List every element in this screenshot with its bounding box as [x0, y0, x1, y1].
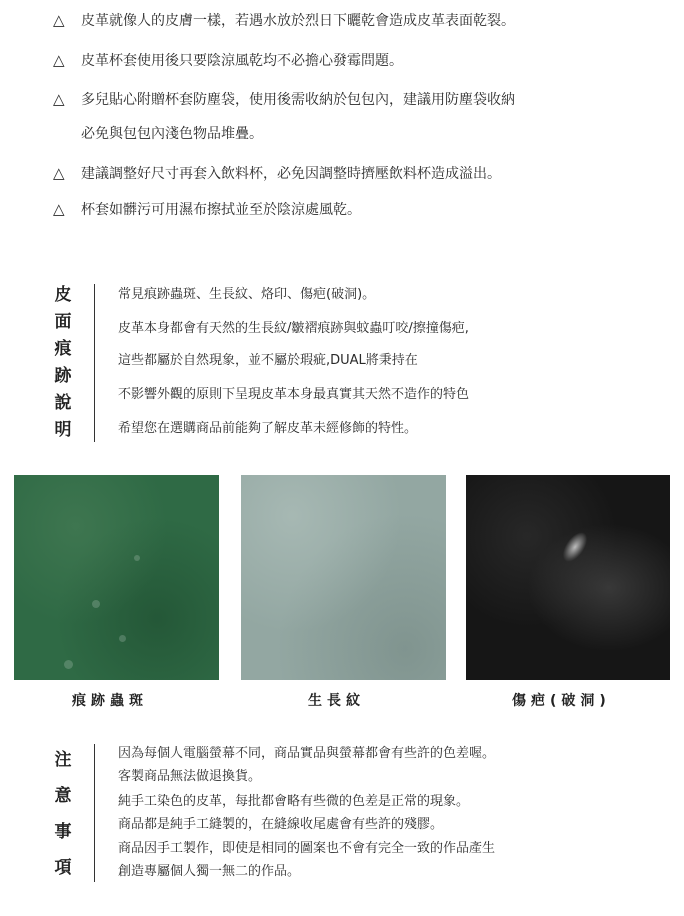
- care-note: △ 建議調整好尺寸再套入飲料杯，必免因調整時擠壓飲料杯造成溢出。: [53, 164, 501, 182]
- scar-mark: [558, 528, 592, 566]
- triangle-icon: △: [53, 51, 65, 69]
- care-note-continuation: 必免與包包內淺色物品堆疊。: [81, 126, 263, 142]
- triangle-icon: △: [53, 90, 65, 108]
- marks-section-title: 皮 面 痕 跡 說 明: [54, 285, 72, 440]
- care-note: △ 多兒貼心附贈杯套防塵袋，使用後需收納於包包內，建議用防塵袋收納: [53, 90, 515, 108]
- sample-image-insect-marks: [14, 475, 219, 680]
- notice-line: 商品都是純手工縫製的，在縫線收尾處會有些許的殘膠。: [118, 817, 444, 832]
- notice-divider: [94, 744, 95, 882]
- sample-caption: 傷疤(破洞): [512, 693, 611, 709]
- notice-line: 純手工染色的皮革，每批都會略有些微的色差是正常的現象。: [118, 794, 470, 809]
- triangle-icon: △: [53, 200, 65, 218]
- marks-line: 常見痕跡蟲斑、生長紋、烙印、傷疤(破洞)。: [118, 287, 376, 302]
- care-note: △ 皮革杯套使用後只要陰涼風乾均不必擔心發霉問題。: [53, 51, 403, 69]
- notice-line: 客製商品無法做退換貨。: [118, 769, 262, 784]
- triangle-icon: △: [53, 11, 65, 29]
- care-note: △ 杯套如髒污可用濕布擦拭並至於陰涼處風乾。: [53, 200, 361, 218]
- notice-line: 因為每個人電腦螢幕不同，商品實品與螢幕都會有些許的色差喔。: [118, 746, 496, 761]
- triangle-icon: △: [53, 164, 65, 182]
- sample-image-scar: [466, 475, 670, 680]
- care-note: △ 皮革就像人的皮膚一樣，若遇水放於烈日下曬乾會造成皮革表面乾裂。: [53, 11, 515, 29]
- marks-line: 皮革本身都會有天然的生長紋/皺褶痕跡與蚊蟲叮咬/擦撞傷疤,: [118, 321, 469, 336]
- marks-line: 這些都屬於自然現象，並不屬於瑕疵,DUAL將秉持在: [118, 353, 418, 368]
- marks-divider: [94, 284, 95, 442]
- marks-line: 不影響外觀的原則下呈現皮革本身最真實其天然不造作的特色: [118, 387, 470, 402]
- notice-line: 商品因手工製作，即使是相同的圖案也不會有完全一致的作品產生: [118, 841, 496, 856]
- sample-caption: 生長紋: [308, 693, 365, 709]
- marks-line: 希望您在選購商品前能夠了解皮革未經修飾的特性。: [118, 421, 418, 436]
- sample-image-growth-lines: [241, 475, 446, 680]
- sample-caption: 痕跡蟲斑: [72, 693, 148, 709]
- notice-line: 創造專屬個人獨一無二的作品。: [118, 864, 301, 879]
- notice-section-title: 注 意 事 項: [54, 750, 72, 878]
